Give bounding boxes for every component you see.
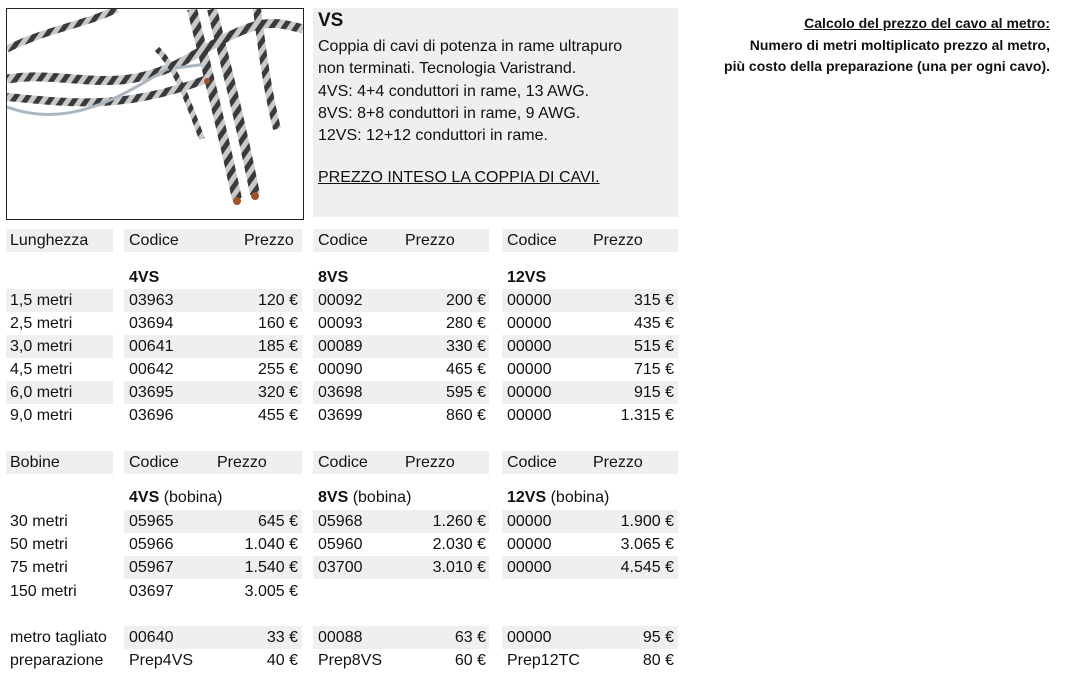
length-cell: metro tagliato [10, 629, 107, 646]
price-cell: 860 € [445, 407, 486, 424]
series-label-8vs-reel [318, 486, 411, 509]
price-cell: 60 € [454, 652, 486, 669]
description-line: Coppia di cavi di potenza in rame ultrapuro [318, 38, 623, 55]
column-header-code: Codice [507, 454, 557, 471]
description-line: 12VS: 12+12 conduttori in rame. [318, 127, 548, 145]
code-cell: 05967 [129, 559, 174, 576]
code-cell: 00089 [318, 338, 363, 355]
code-cell: Prep4VS [129, 652, 194, 669]
column-header-code: Codice [507, 232, 557, 249]
price-cell: 200 € [445, 292, 486, 309]
column-header-price: Prezzo [593, 454, 643, 471]
column-header-code: Codice [129, 454, 179, 471]
column-header-reels: Bobine [10, 454, 60, 471]
code-cell: 03698 [318, 384, 363, 401]
column-header-length: Lunghezza [10, 232, 89, 249]
column-header-price: Prezzo [593, 232, 643, 249]
code-cell: 00090 [318, 361, 363, 378]
code-cell: 03700 [318, 559, 363, 576]
column-header-code: Codice [318, 232, 368, 249]
price-cell: 4.545 € [620, 559, 674, 576]
column-header-code: Codice [318, 454, 368, 471]
code-cell: 03696 [129, 407, 174, 424]
price-cell: 515 € [633, 338, 674, 355]
code-cell: 05968 [318, 513, 363, 530]
column-header-price: Prezzo [217, 454, 267, 471]
calc-note [724, 13, 1050, 78]
code-cell: 00000 [507, 292, 552, 309]
code-cell: 03699 [318, 407, 363, 424]
code-cell: 00641 [129, 338, 174, 355]
price-cell: 1.260 € [432, 513, 486, 530]
length-cell: 4,5 metri [10, 361, 73, 378]
price-cell: 63 € [454, 629, 486, 646]
price-cell: 915 € [633, 384, 674, 401]
price-cell: 160 € [257, 315, 298, 332]
code-cell: 03695 [129, 384, 174, 401]
price-cell: 595 € [445, 384, 486, 401]
column-header-price: Prezzo [405, 454, 455, 471]
code-cell: Prep12TC [507, 652, 580, 669]
series-label-8vs: 8VS [318, 269, 349, 286]
price-cell: 255 € [257, 361, 298, 378]
length-cell: 50 metri [10, 536, 68, 553]
code-cell: 00088 [318, 629, 363, 646]
column-header-code: Codice [129, 232, 179, 249]
price-cell: 715 € [633, 361, 674, 378]
calc-note-line: più costo della preparazione (una per ogni cavo). [724, 58, 1050, 74]
price-cell: 3.065 € [620, 536, 674, 553]
product-photo [6, 8, 304, 220]
price-cell: 320 € [257, 384, 298, 401]
code-cell: 03694 [129, 315, 174, 332]
length-cell: 6,0 metri [10, 384, 73, 401]
price-cell: 645 € [257, 513, 298, 530]
code-cell: Prep8VS [318, 652, 383, 669]
code-cell: 00000 [507, 536, 552, 553]
calc-note-line: Numero di metri moltiplicato prezzo al metro, [749, 36, 1050, 53]
price-note: PREZZO INTESO LA COPPIA DI CAVI. [318, 169, 600, 187]
column-header-price: Prezzo [405, 232, 455, 249]
code-cell: 00000 [507, 315, 552, 332]
price-cell: 330 € [445, 338, 486, 355]
code-cell: 00000 [507, 407, 552, 424]
code-cell: 03697 [129, 583, 174, 600]
length-cell: 75 metri [10, 559, 68, 576]
code-cell: 00000 [507, 338, 552, 355]
price-cell: 3.005 € [244, 583, 298, 600]
price-cell: 185 € [257, 338, 298, 355]
length-cell: preparazione [10, 652, 104, 669]
price-cell: 455 € [257, 407, 298, 424]
series-label-12vs-reel [507, 486, 609, 509]
series-name: 8VS [318, 489, 349, 506]
price-cell: 2.030 € [432, 536, 486, 553]
price-cell: 95 € [642, 629, 674, 646]
code-cell: 03963 [129, 292, 174, 309]
price-cell: 315 € [633, 292, 674, 309]
price-cell: 1.040 € [244, 536, 298, 553]
code-cell: 00092 [318, 292, 363, 309]
code-cell: 05966 [129, 536, 174, 553]
length-cell: 2,5 metri [10, 315, 73, 332]
twisted-cable-illustration [7, 9, 303, 219]
calc-note-heading: Calcolo del prezzo del cavo al metro: [804, 15, 1050, 31]
price-cell: 465 € [445, 361, 486, 378]
price-cell: 1.900 € [620, 513, 674, 530]
product-title: VS [318, 10, 344, 31]
description-line: 8VS: 8+8 conduttori in rame, 9 AWG. [318, 104, 581, 122]
series-label-4vs: 4VS [129, 269, 160, 286]
code-cell: 00093 [318, 315, 363, 332]
code-cell: 00000 [507, 559, 552, 576]
code-cell: 05960 [318, 536, 363, 553]
price-cell: 1.315 € [620, 407, 674, 424]
code-cell: 00000 [507, 629, 552, 646]
price-cell: 280 € [445, 315, 486, 332]
code-cell: 00000 [507, 361, 552, 378]
series-label-4vs-reel [129, 486, 222, 509]
series-name: 4VS [129, 489, 160, 506]
price-cell: 3.010 € [432, 559, 486, 576]
price-cell: 435 € [633, 315, 674, 332]
description-line: non terminati. Tecnologia Varistrand. [318, 60, 577, 78]
column-header-price: Prezzo [244, 232, 294, 249]
series-suffix: (bobina) [550, 489, 610, 506]
price-cell: 80 € [642, 652, 674, 669]
series-name: 12VS [507, 489, 547, 506]
code-cell: 00640 [129, 629, 174, 646]
code-cell: 00642 [129, 361, 174, 378]
length-cell: 3,0 metri [10, 338, 73, 355]
length-cell: 9,0 metri [10, 407, 73, 424]
code-cell: 05965 [129, 513, 174, 530]
length-cell: 1,5 metri [10, 292, 73, 309]
description-line: 4VS: 4+4 conduttori in rame, 13 AWG. [318, 82, 590, 100]
code-cell: 00000 [507, 384, 552, 401]
code-cell: 00000 [507, 513, 552, 530]
length-cell: 150 metri [10, 583, 77, 600]
price-cell: 120 € [257, 292, 298, 309]
series-suffix: (bobina) [352, 489, 412, 506]
price-cell: 40 € [266, 652, 298, 669]
product-description [313, 8, 678, 217]
series-label-12vs: 12VS [507, 269, 547, 286]
price-cell: 33 € [266, 629, 298, 646]
price-cell: 1.540 € [244, 559, 298, 576]
length-cell: 30 metri [10, 513, 68, 530]
series-suffix: (bobina) [163, 489, 223, 506]
